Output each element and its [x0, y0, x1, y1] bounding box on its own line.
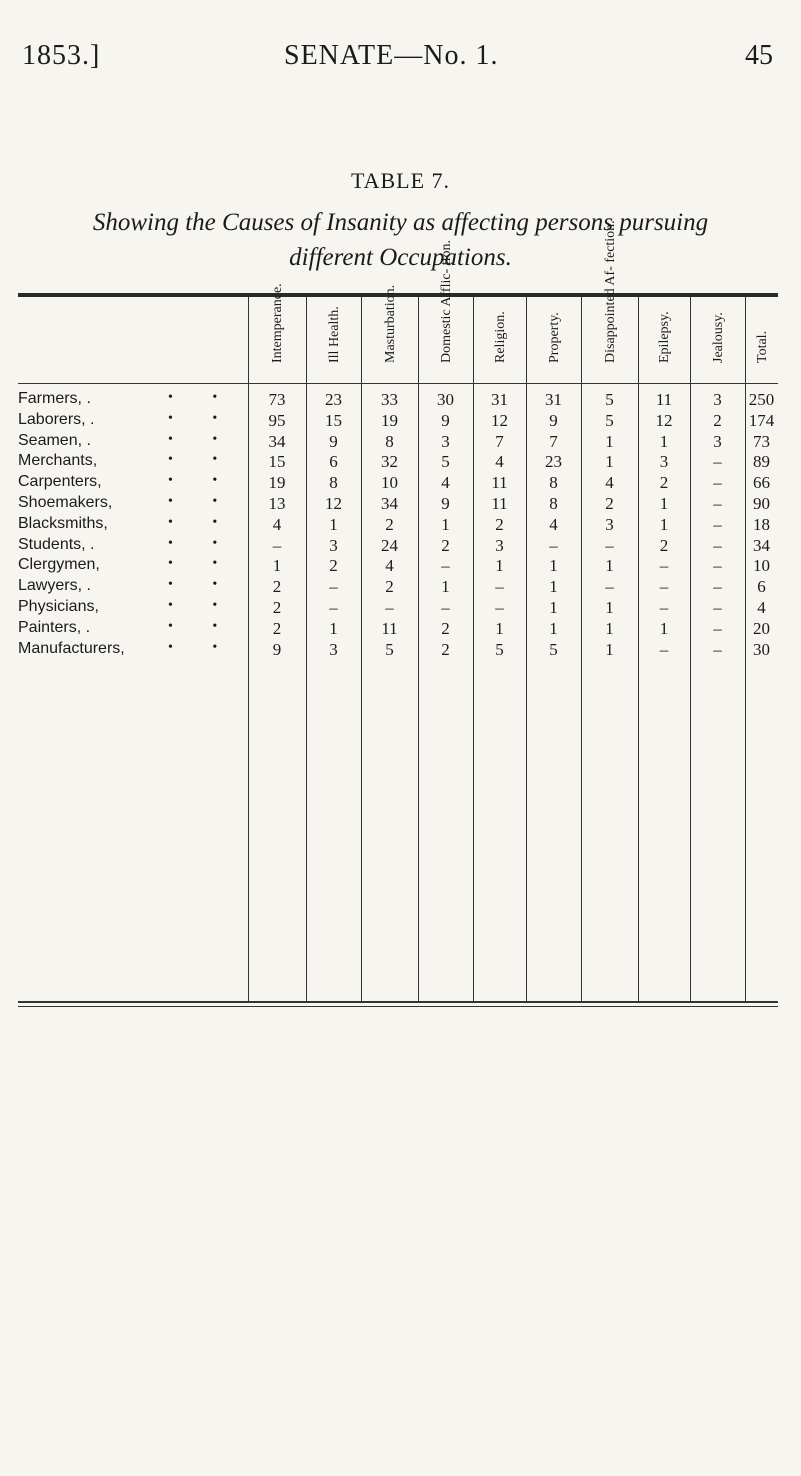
- occupation-label: Carpenters,: [18, 473, 102, 491]
- table-cell: 34: [268, 431, 286, 451]
- table-cell: 1: [495, 618, 504, 638]
- column-divider: [745, 297, 746, 1003]
- leader-dots: • •: [168, 390, 236, 405]
- table-cell: 73: [268, 390, 286, 409]
- leader-dots: • •: [168, 452, 236, 468]
- table-bottom-rule: [18, 1001, 778, 1003]
- column-header: [581, 220, 639, 383]
- table-cell: 1: [605, 598, 614, 617]
- column-header: [418, 240, 474, 383]
- table-cell: 3: [659, 452, 669, 472]
- table-cell: 11: [655, 390, 673, 409]
- occupation-label: Shoemakers,: [18, 494, 113, 511]
- table-cell: 13: [268, 494, 286, 513]
- table-cell: 5: [441, 452, 450, 472]
- table-cell: 174: [748, 410, 775, 430]
- table-cell: 1: [549, 577, 558, 597]
- table-cell: –: [272, 535, 282, 555]
- table-cell: 5: [495, 639, 504, 659]
- column-divider: [473, 297, 474, 1003]
- column-header: [248, 283, 307, 383]
- table-cell: –: [329, 598, 338, 617]
- column-header-label: Total.: [754, 330, 770, 363]
- column-header-label: Masturbation.: [382, 284, 398, 363]
- caption-line-2: different Occupations.: [289, 244, 512, 271]
- table-cell: 2: [272, 618, 282, 638]
- table-cell: 90: [753, 494, 770, 513]
- table-cell: 95: [268, 410, 286, 430]
- table-cell: 1: [605, 639, 614, 659]
- header-year: 1853.]: [22, 40, 101, 71]
- table-cell: –: [713, 639, 722, 659]
- leader-dots: • •: [168, 535, 236, 551]
- column-header-label: Ill Health.: [326, 306, 342, 363]
- table-cell: –: [713, 598, 722, 617]
- table-cell: 1: [605, 431, 614, 451]
- table-row: [18, 640, 778, 661]
- table-cell: 4: [757, 598, 766, 617]
- table-row: [18, 411, 778, 432]
- table-cell: 7: [495, 431, 504, 451]
- table-cell: 30: [753, 639, 770, 659]
- table-cell: 3: [329, 639, 338, 659]
- table-cell: 2: [272, 598, 282, 617]
- table-cell: 34: [753, 535, 770, 555]
- table-cell: 3: [713, 431, 722, 451]
- table-cell: 4: [605, 473, 614, 493]
- table-cell: 1: [659, 618, 669, 638]
- table-cell: 5: [605, 390, 614, 409]
- table-cell: 4: [495, 452, 504, 472]
- table-cell: –: [441, 598, 450, 617]
- column-divider: [248, 297, 249, 1003]
- occupation-label: Manufacturers,: [18, 639, 125, 657]
- table-cell: –: [713, 618, 722, 638]
- table-cell: 32: [381, 452, 398, 472]
- table-cell: 66: [753, 473, 770, 493]
- table-cell: 8: [549, 494, 558, 513]
- table-cell: 4: [441, 473, 450, 493]
- occupation-label: Painters, .: [18, 618, 91, 636]
- table-row: [18, 494, 778, 515]
- table-cell: –: [659, 577, 669, 597]
- table-cell: 2: [659, 535, 669, 555]
- table-cell: 12: [491, 410, 508, 430]
- table-row: [18, 577, 778, 598]
- table-cell: 2: [605, 494, 614, 513]
- column-divider: [638, 297, 639, 1003]
- table-cell: 1: [549, 556, 558, 576]
- table-cell: 10: [753, 556, 770, 576]
- table-cell: 9: [441, 410, 450, 430]
- table-row: [18, 390, 778, 411]
- table-cell: 2: [329, 556, 338, 576]
- column-header-label: Disappointed Af- fection.: [602, 220, 618, 363]
- table-cell: 3: [441, 431, 450, 451]
- table-cell: 12: [325, 494, 342, 513]
- table-cell: 15: [268, 452, 286, 472]
- column-divider: [361, 297, 362, 1003]
- table-label: TABLE 7.: [350, 168, 451, 193]
- table-cell: 31: [491, 390, 508, 409]
- column-header: [473, 297, 527, 383]
- table-cell: 8: [549, 473, 558, 493]
- table-row: [18, 452, 778, 473]
- column-header-label: Jealousy.: [710, 312, 726, 363]
- table-cell: 1: [605, 556, 614, 576]
- column-header-label: Property.: [546, 312, 562, 363]
- leader-dots: • •: [168, 410, 236, 426]
- leader-dots: • •: [168, 431, 236, 447]
- table-cell: –: [659, 598, 669, 617]
- table-cell: 4: [272, 514, 282, 534]
- table-caption: [0, 205, 801, 275]
- occupation-label: Merchants,: [18, 452, 98, 470]
- leader-dots: • •: [168, 473, 236, 489]
- table-cell: 23: [545, 452, 562, 472]
- table-cell: 34: [381, 494, 398, 513]
- table-cell: 73: [753, 431, 770, 451]
- table-cell: –: [495, 577, 504, 597]
- table-cell: 8: [385, 431, 394, 451]
- leader-dots: • •: [168, 639, 236, 655]
- table-cell: 20: [753, 618, 770, 638]
- table-cell: –: [385, 598, 394, 617]
- table-cell: 11: [491, 494, 508, 513]
- table-row: [18, 598, 778, 619]
- table-cell: –: [605, 577, 614, 597]
- table-cell: 2: [713, 410, 722, 430]
- table-cell: –: [713, 556, 722, 576]
- table-cell: 1: [659, 514, 669, 534]
- column-header: [361, 284, 419, 383]
- leader-dots: • •: [168, 514, 236, 530]
- table-cell: 1: [605, 452, 614, 472]
- table-cell: 3: [713, 390, 722, 409]
- table-cell: 89: [753, 452, 770, 472]
- table-cell: –: [659, 556, 669, 576]
- occupation-label: Lawyers, .: [18, 577, 91, 595]
- table-cell: –: [495, 598, 504, 617]
- table-cell: 2: [385, 577, 394, 597]
- occupation-label: Seamen, .: [18, 431, 91, 449]
- occupation-label: Farmers, .: [18, 390, 91, 407]
- column-header-label: Intemperance.: [270, 283, 285, 363]
- table-cell: 1: [495, 556, 504, 576]
- table-cell: 30: [437, 390, 454, 409]
- column-header: [638, 297, 691, 383]
- table-cell: 1: [659, 431, 669, 451]
- occupation-label: Clergymen,: [18, 556, 100, 574]
- table-cell: –: [713, 577, 722, 597]
- leader-dots: • •: [168, 556, 236, 572]
- table-row: [18, 619, 778, 640]
- table-row: [18, 556, 778, 577]
- table-cell: 9: [329, 431, 338, 451]
- table-cell: 12: [655, 410, 673, 430]
- table-cell: 33: [381, 390, 398, 409]
- table-cell: 11: [491, 473, 508, 493]
- table-cell: 9: [441, 494, 450, 513]
- table-cell: –: [713, 452, 722, 472]
- page-number: 45: [745, 40, 773, 71]
- table-cell: 250: [748, 390, 775, 409]
- table-cell: 2: [441, 639, 450, 659]
- occupation-label: Physicians,: [18, 598, 99, 615]
- table-cell: –: [713, 473, 722, 493]
- table-cell: 1: [441, 577, 450, 597]
- table-cell: –: [713, 535, 722, 555]
- table-row: [18, 432, 778, 453]
- column-header-label: Domestic Afflic- tion.: [438, 240, 454, 363]
- table-cell: –: [441, 556, 450, 576]
- table-cell: 3: [605, 514, 614, 534]
- table-cell: 4: [385, 556, 394, 576]
- column-header: [745, 297, 779, 383]
- table-cell: 2: [272, 577, 282, 597]
- leader-dots: • •: [168, 577, 236, 593]
- table-cell: 10: [381, 473, 398, 493]
- leader-dots: • •: [168, 618, 236, 634]
- table-cell: 9: [549, 410, 558, 430]
- column-divider: [690, 297, 691, 1003]
- table-cell: 6: [329, 452, 338, 472]
- table-cell: 19: [268, 473, 286, 493]
- table-cell: 3: [329, 535, 338, 555]
- table-cell: 31: [545, 390, 562, 409]
- column-divider: [581, 297, 582, 1003]
- table-row: [18, 515, 778, 536]
- table-cell: 1: [441, 514, 450, 534]
- occupation-label: Blacksmiths,: [18, 514, 108, 532]
- occupation-label: Laborers, .: [18, 410, 95, 428]
- column-header: [690, 297, 746, 383]
- table-cell: –: [659, 639, 669, 659]
- table-cell: 7: [549, 431, 558, 451]
- table-cell: 19: [381, 410, 398, 430]
- table-cell: 23: [325, 390, 342, 409]
- table-cell: 1: [272, 556, 282, 576]
- table-cell: 4: [549, 514, 558, 534]
- table-bottom-rule-2: [18, 1006, 778, 1007]
- table-cell: 1: [329, 514, 338, 534]
- table-cell: 18: [753, 514, 770, 534]
- table-cell: 1: [549, 598, 558, 617]
- table-row: [18, 536, 778, 557]
- table-cell: 5: [605, 410, 614, 430]
- column-header: [526, 297, 582, 383]
- leader-dots: • •: [168, 598, 236, 613]
- table-cell: –: [549, 535, 558, 555]
- column-header-label: Religion.: [492, 311, 508, 363]
- table-cell: –: [713, 494, 722, 513]
- table-cell: 6: [757, 577, 766, 597]
- page-header: [22, 40, 773, 80]
- table-cell: 5: [549, 639, 558, 659]
- occupation-label: Students, .: [18, 535, 95, 553]
- table-cell: 5: [385, 639, 394, 659]
- table-cell: –: [329, 577, 338, 597]
- header-publication: SENATE—No. 1.: [284, 40, 499, 71]
- table-cell: 24: [381, 535, 398, 555]
- column-divider: [418, 297, 419, 1003]
- table-cell: 2: [441, 618, 450, 638]
- caption-line-1: Showing the Causes of Insanity as affecting persons pursuing: [92, 209, 709, 236]
- table-cell: 2: [659, 473, 669, 493]
- table-cell: 1: [605, 618, 614, 638]
- table-cell: 8: [329, 473, 338, 493]
- table-cell: 2: [495, 514, 504, 534]
- table-row: [18, 473, 778, 494]
- column-header: [306, 297, 362, 383]
- table-cell: 1: [329, 618, 338, 638]
- table-cell: 15: [325, 410, 342, 430]
- table-cell: 2: [385, 514, 394, 534]
- table-cell: 2: [441, 535, 450, 555]
- table-cell: 1: [549, 618, 558, 638]
- table-cell: 11: [381, 618, 398, 638]
- table-cell: 3: [495, 535, 504, 555]
- leader-dots: • •: [168, 494, 236, 509]
- table-cell: –: [605, 535, 614, 555]
- table-cell: 9: [272, 639, 282, 659]
- header-bottom-rule: [18, 383, 778, 384]
- table-cell: 1: [659, 494, 669, 513]
- column-divider: [526, 297, 527, 1003]
- column-header-label: Epilepsy.: [657, 311, 672, 363]
- table-cell: –: [713, 514, 722, 534]
- column-divider: [306, 297, 307, 1003]
